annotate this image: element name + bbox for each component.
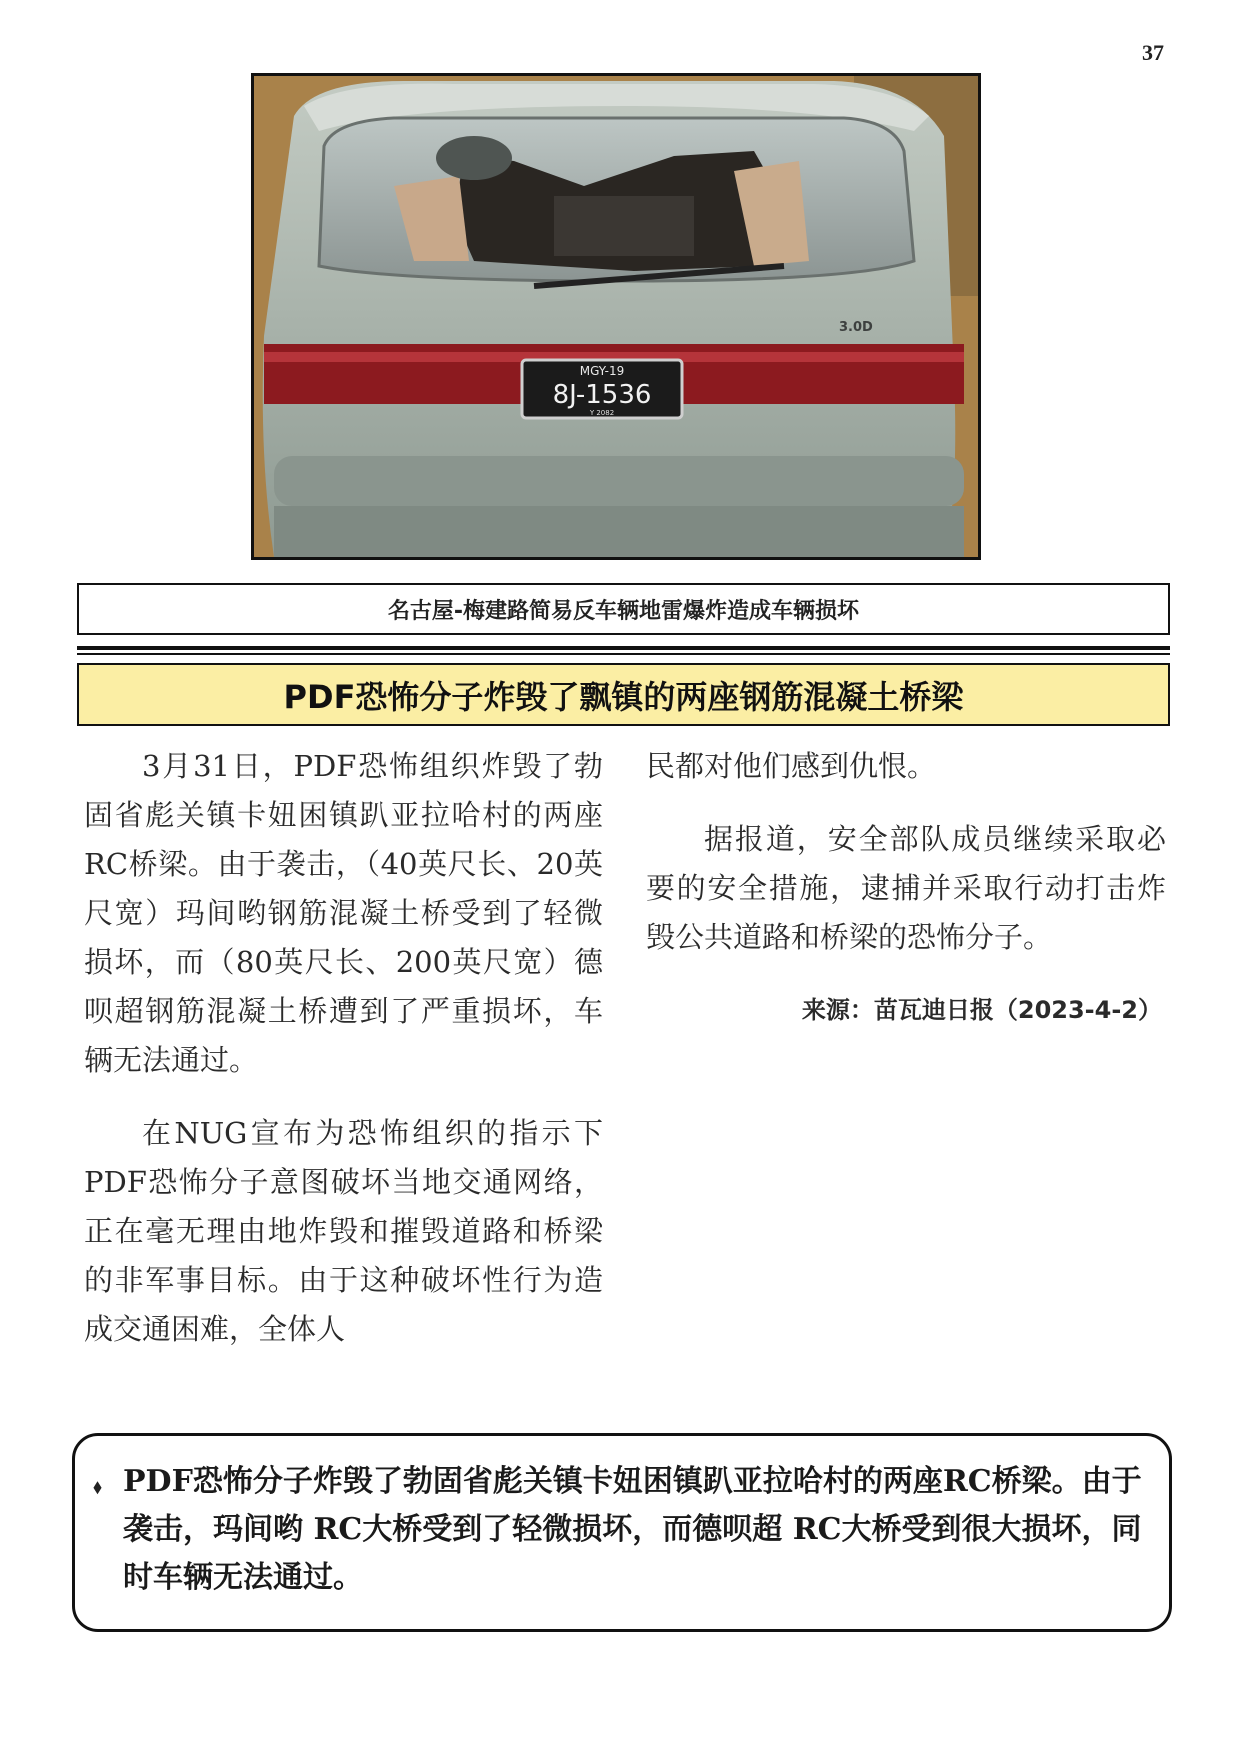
plate-bottom-text: Y 2082 <box>589 409 615 417</box>
divider-rule <box>77 646 1170 650</box>
article-title: PDF恐怖分子炸毁了飘镇的两座钢筋混凝土桥梁 <box>77 663 1170 726</box>
bullet-icon: ⬧ <box>93 1474 102 1498</box>
article-paragraph: 据报道，安全部队成员继续采取必要的安全措施，逮捕并采取行动打击炸毁公共道路和桥梁的恐怖分子。 <box>646 822 1166 954</box>
summary-box <box>72 1433 1172 1632</box>
article-paragraph: 在NUG宣布为恐怖组织的指示下PDF恐怖分子意图破坏当地交通网络，正在毫无理由地炸毁和摧毁道路和桥梁的非军事目标。由于这种破坏性行为造成交通困难，全体人 <box>84 1116 603 1346</box>
plate-number-text: 8J-1536 <box>552 380 652 410</box>
damaged-van-photo <box>251 73 981 560</box>
summary-text: PDF恐怖分子炸毁了勃固省彪关镇卡妞困镇趴亚拉哈村的两座RC桥梁。由于袭击，玛间哟 RC大桥受到了轻微损坏，而德呗超 RC大桥受到很大损坏，同时车辆无法通过。 <box>123 1464 1142 1595</box>
photo-caption: 名古屋-梅建路简易反车辆地雷爆炸造成车辆损坏 <box>77 583 1170 635</box>
divider-rule-thin <box>77 653 1170 655</box>
article-paragraph: 3月31日，PDF恐怖组织炸毁了勃固省彪关镇卡妞困镇趴亚拉哈村的两座RC桥梁。由于袭击，（40英尺长、20英尺宽）玛间哟钢筋混凝土桥受到了轻微损坏，而（80英尺长、200英尺宽）德呗超钢筋混凝土桥遭到了严重损坏，车辆无法通过。 <box>84 749 603 1077</box>
plate-top-text: MGY-19 <box>579 364 625 378</box>
article-paragraph: 民都对他们感到仇恨。 <box>646 749 937 783</box>
article-source: 来源：苗瓦迪日报（2023-4-2） <box>801 996 1162 1024</box>
model-badge-text: 3.0D <box>839 320 873 335</box>
article-column-left <box>84 742 603 1378</box>
page-number: 37 <box>1142 40 1164 65</box>
article-column-right <box>646 742 1166 1059</box>
van-illustration <box>254 76 978 557</box>
